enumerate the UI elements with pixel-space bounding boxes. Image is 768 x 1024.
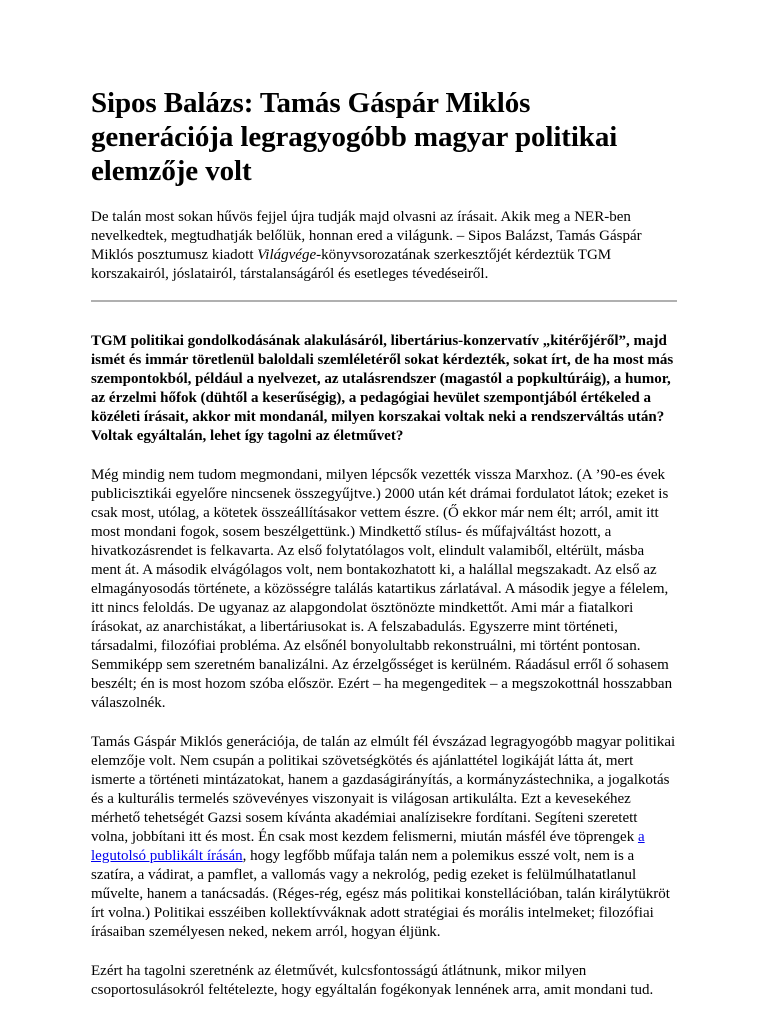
article-title: Sipos Balázs: Tamás Gáspár Miklós generációja legragyogóbb magyar politikai elemzője volt <box>91 87 618 187</box>
book-series-title: Világvége <box>257 247 317 263</box>
lead-text: De talán most sokan hűvös fejjel újra tudják majd olvasni az írásait. Akik meg a NER-ben nevelkedtek, megtudhatják belőlük, honnan ered a világunk. – Sipos Balázst, Tamás Gáspár Miklós posztumusz kiadott <box>91 209 642 263</box>
article-lead <box>91 208 677 284</box>
answer-paragraph-3: Ezért ha tagolni szeretnénk az életművét, kulcsfontosságú átlátnunk, mikor milyen csoportosulásokról feltételezte, hogy egyáltalán fogékonyak lennének arra, amit mondani tud. <box>91 963 654 998</box>
interview-question: TGM politikai gondolkodásának alakulásáról, libertárius-konzervatív „kitérőjéről”, majd ismét és immár töretlenül baloldali szemléletéről sokat kérdezték, sokat írt, de ha most más szempontokból, például a nyelvezet, az utalásrendszer (magastól a popkultúráig), a humor, az érzelmi hőfok (dühtől a keserűségig), a pedagógiai hevület szempontjából értékeled a közéleti írásait, akkor mit mondanál, milyen korszakai voltak neki a rendszerváltás után? Voltak egyáltalán, lehet így tagolni az életművet? <box>91 333 674 444</box>
answer-paragraph-2 <box>91 733 677 942</box>
answer-paragraph-1: Még mindig nem tudom megmondani, milyen lépcsők vezették vissza Marxhoz. (A ’90-es évek publicisztikái egyelőre nincsenek összegyűjtve.) 2000 után két drámai fordulatot látok; ezeket is csak most, utólag, a kötetek összeállításakor vettem észre. (Ő ekkor már nem élt; arról, amit itt most mondani fogok, sosem beszélgettünk.) Mindkettő stílus- és műfajváltást hozott, a hivatkozásrendet is felkavarta. Az első folytatólagos volt, elindult valamiből, eltérült, másba ment át. A második elvágólagos volt, nem bontakozhatott ki, a halállal megszakadt. Az első az elmagányosodás története, a közösségre találás katartikus zárlatával. A második jegye a félelem, itt nincs feloldás. De ugyanaz az alapgondolat ösztönözte mindkettőt. Ami már a fiatalkori írásokat, az anarchistákat, a libertáriusokat is. A felszabadulás. Egyszerre mint történeti, társadalmi, filozófiai probléma. Az elsőnél bonyolultabb rekonstruálni, mi történt pontosan. Semmiképp sem szeretném banalizálni. Az érzelgősséget is kerülném. Ráadásul erről ő sohasem beszélt; én is most hozom szóba először. Ezért – ha megengeditek – a megszokottnál hosszabban válaszolnék. <box>91 467 673 711</box>
lead-text-end: -könyvsorozatának szerkesztőjét kérdeztük TGM korszakairól, jóslatairól, társtalanságáról és esetleges tévedéseiről. <box>91 247 612 282</box>
paragraph-text-end: , hogy legfőbb műfaja talán nem a polemikus esszé volt, nem is a szatíra, a vádirat, a pamflet, a vallomás vagy a nekrológ, pedig ezeket is felülmúlhatatlanul művelte, hanem a tanácsadás. (Réges-rég, egész más politikai konstellációban, talán királytükröt írt volna.) Politikai esszéiben kollektívváknak adott stratégiai és morális intelmeket; filozófiai írásaiban személyesen neked, nekem arról, hogyan éljünk. <box>91 848 670 940</box>
last-published-writing-link[interactable]: a legutolsó publikált írásán <box>91 829 645 864</box>
paragraph-text: Tamás Gáspár Miklós generációja, de talán az elmúlt fél évszázad legragyogóbb magyar politikai elemzője volt. Nem csupán a politikai szövetségkötés és ajánlattétel logikáját látta át, mert ismerte a történeti mintázatokat, hanem a gazdaságirányítás, a kormányzástechnika, a jogalkotás és a kulturális termelés szövevényes viszonyait is világosan artikulálta. Ezt a kevesekéhez mérhető tehetségét Gazsi sosem kívánta akadémiai analízisekre fordítani. Segíteni szeretett volna, jobbítani itt és most. Én csak most kezdem felismerni, miután másfél éve töprengek <box>91 734 676 845</box>
article <box>91 86 677 1000</box>
section-divider <box>91 300 677 302</box>
